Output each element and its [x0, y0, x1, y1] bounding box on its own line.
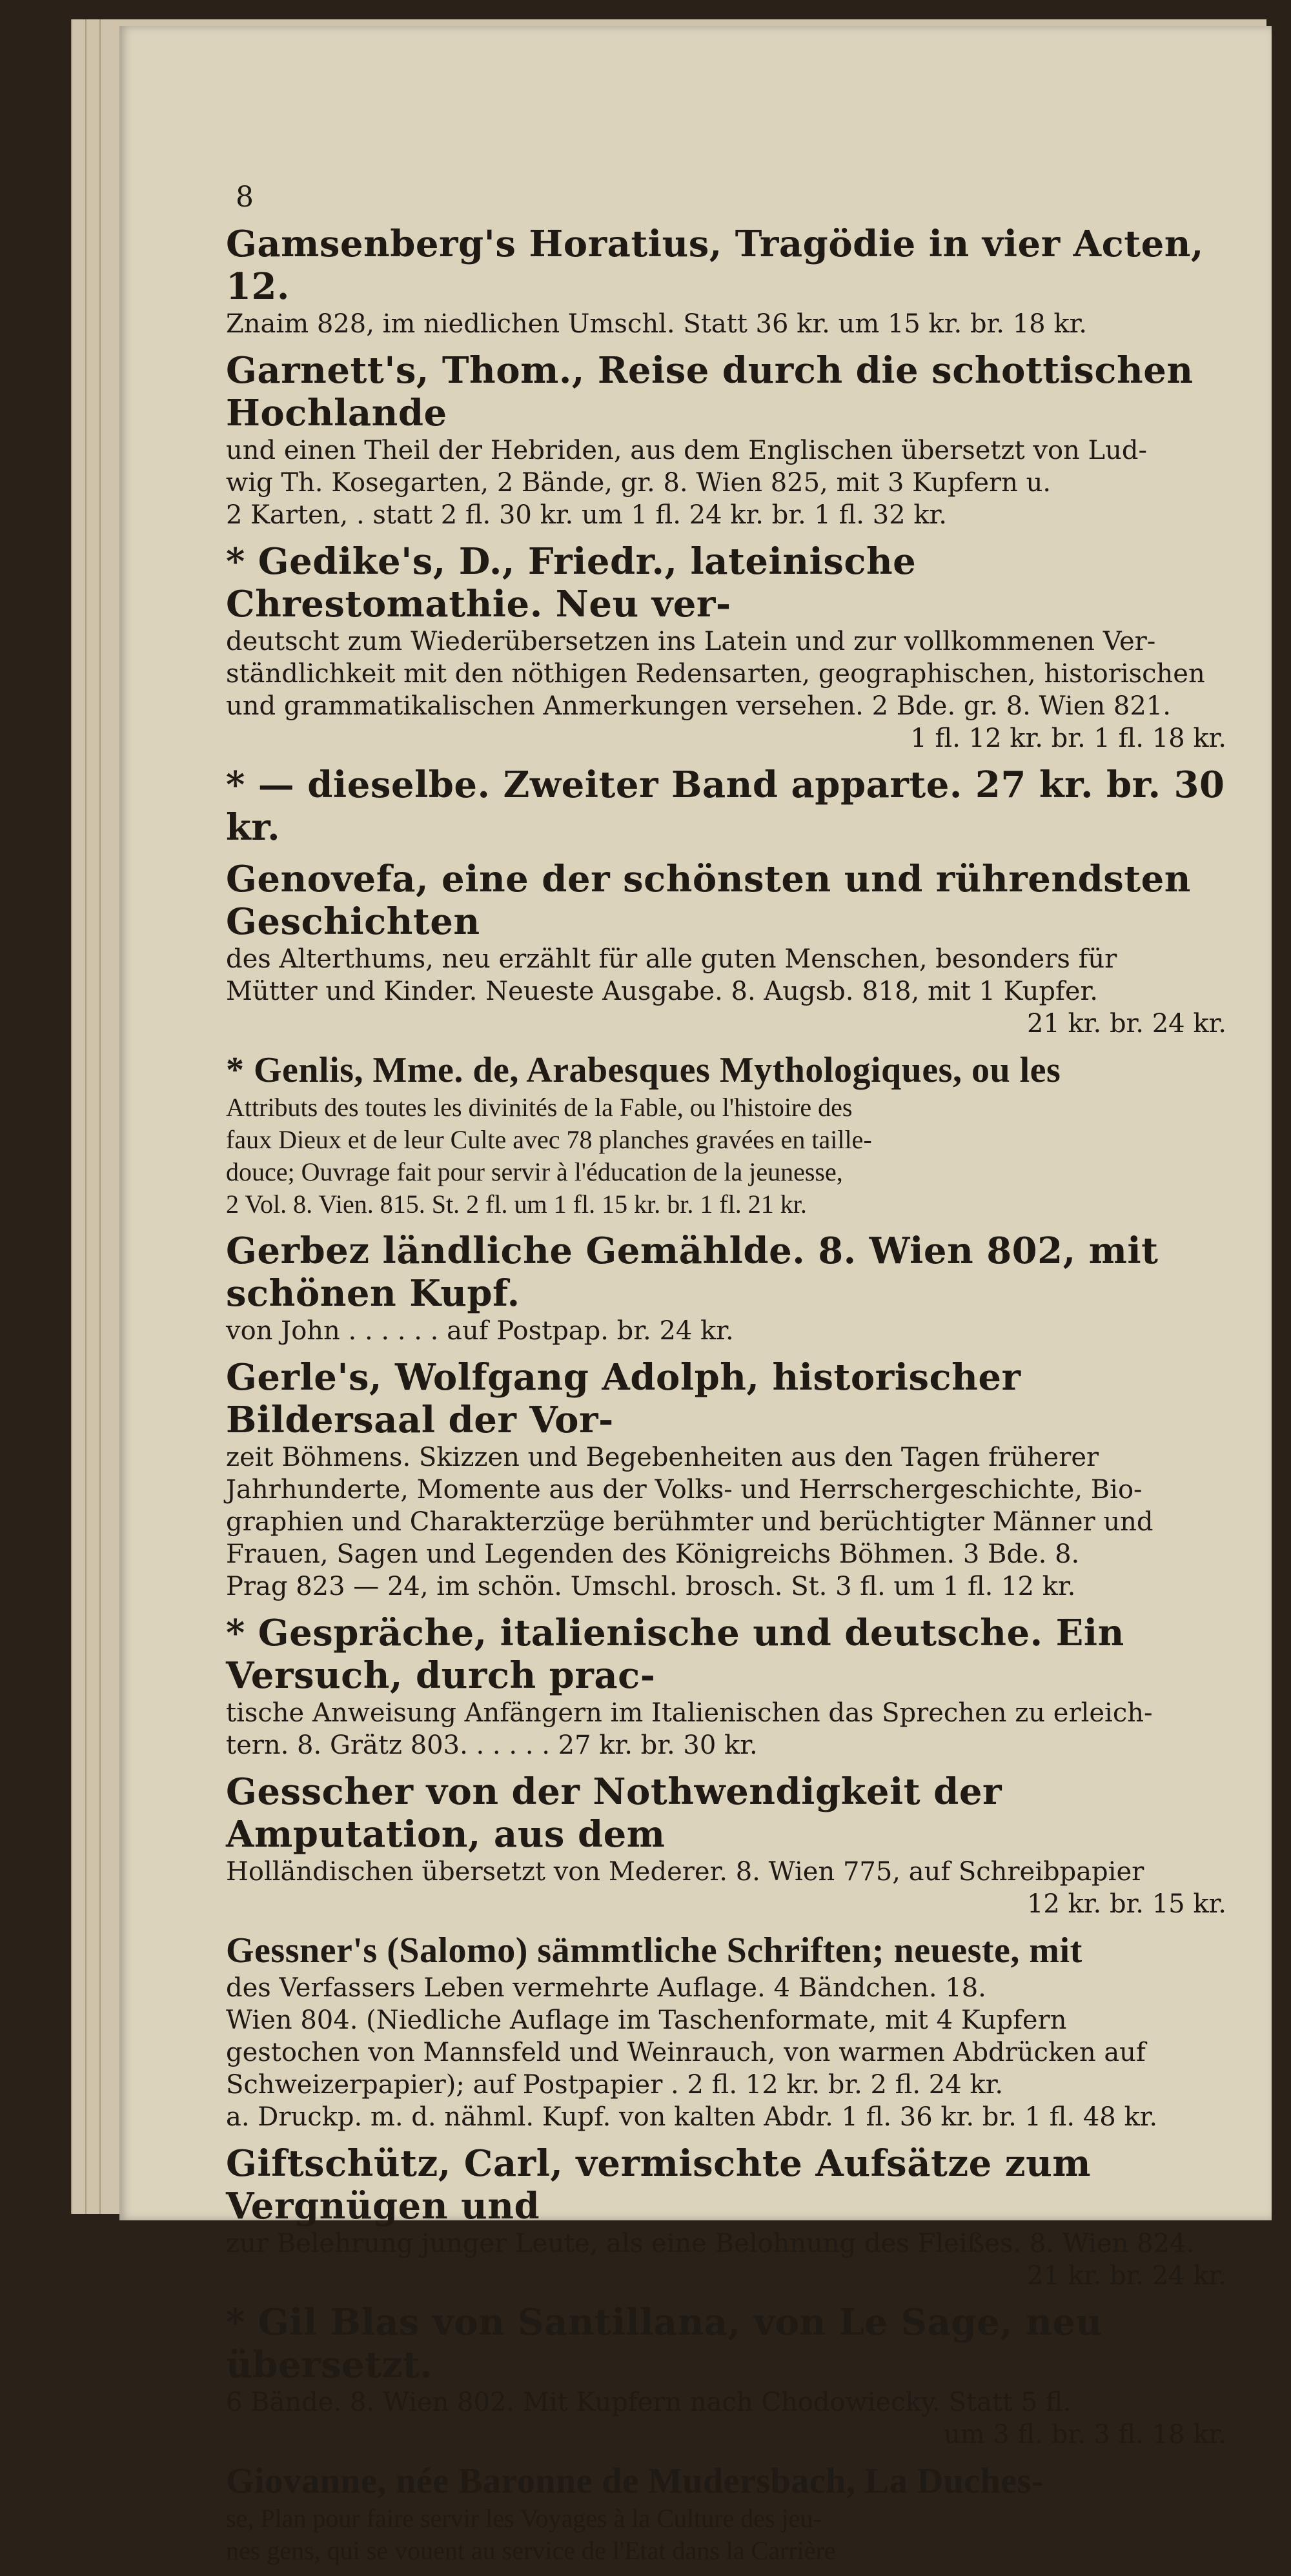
- entry-body-line: des Alterthums, neu erzählt für alle guten Menschen, besonders für: [226, 944, 1117, 974]
- entry-body-line: deutscht zum Wiederübersetzen ins Latein und zur vollkommenen Ver-: [226, 627, 1156, 656]
- entry-body-line: nes gens, qui se vouent au service de l'Etat dans la Carrière: [226, 2536, 836, 2565]
- entry-title: Garnett's, Thom., Reise durch die schottischen Hochlande: [226, 349, 1194, 434]
- entry-body-line: 2 Karten, . statt 2 fl. 30 kr. um 1 fl. 24 kr. br. 1 fl. 32 kr.: [226, 500, 947, 530]
- entry-body-line: Prag 823 — 24, im schön. Umschl. brosch. St. 3 fl. um 1 fl. 12 kr.: [226, 1572, 1076, 1601]
- catalogue-entry: [226, 2142, 1233, 2292]
- entry-body-line: Znaim 828, im niedlichen Umschl. Statt 36 kr. um 15 kr. br. 18 kr.: [226, 309, 1088, 339]
- entry-body-line: Schweizerpapier); auf Postpapier . 2 fl. 12 kr. br. 2 fl. 24 kr.: [226, 2070, 1004, 2100]
- catalogue-entry: [226, 1770, 1233, 1920]
- entry-body-line: douce; Ouvrage fait pour servir à l'éducation de la jeunesse,: [226, 1157, 843, 1186]
- entry-body-line: se, Plan pour faire servir les Voyages à la Culture des jeu-: [226, 2504, 822, 2533]
- book-page: [119, 26, 1272, 2565]
- entry-heading: [226, 1230, 1233, 1315]
- entry-price: 12 kr. br. 15 kr.: [1026, 1889, 1226, 1919]
- entry-body-line: ständlichkeit mit den nöthigen Redensarten, geographischen, historischen: [226, 659, 1205, 689]
- entry-title: — dieselbe. Zweiter Band apparte. 27 kr. br. 30 kr.: [226, 764, 1225, 849]
- entry-body-line: Mütter und Kinder. Neueste Ausgabe. 8. Augsb. 818, mit 1 Kupfer.: [226, 977, 1098, 1006]
- page-number: 8: [236, 181, 254, 214]
- catalogue-entry: [226, 1049, 1233, 1221]
- entry-body-line: graphien und Charakterzüge berühmter und berüchtigter Männer und: [226, 1507, 1154, 1537]
- catalogue-entry: [226, 2460, 1233, 2567]
- entry-heading: [226, 858, 1233, 943]
- entry-price: 21 kr. br. 24 kr.: [1026, 2261, 1226, 2291]
- entry-title: Gerle's, Wolfgang Adolph, historischer Bildersaal der Vor-: [226, 1356, 1021, 1441]
- entry-heading: [226, 540, 1233, 625]
- catalogue-entry: [226, 1929, 1233, 2133]
- asterisk-marker: *: [226, 1050, 254, 1090]
- entry-heading: [226, 223, 1233, 308]
- entry-body-line: gestochen von Mannsfeld und Weinrauch, von warmen Abdrücken auf: [226, 2038, 1146, 2067]
- entry-heading: [226, 349, 1233, 434]
- entry-title: Gedike's, D., Friedr., lateinische Chrestomathie. Neu ver-: [226, 540, 917, 625]
- entry-title: Gerbez ländliche Gemählde. 8. Wien 802, mit schönen Kupf.: [226, 1230, 1159, 1315]
- catalogue-entry: [226, 1612, 1233, 1761]
- catalogue-entry: [226, 349, 1233, 531]
- entry-body-line: und grammatikalischen Anmerkungen versehen. 2 Bde. gr. 8. Wien 821.: [226, 691, 1171, 721]
- entry-title: Gespräche, italienische und deutsche. Ein Versuch, durch prac-: [226, 1612, 1124, 1697]
- entry-body-line: faux Dieux et de leur Culte avec 78 planches gravées en taille-: [226, 1125, 872, 1154]
- entry-body-line: zur Belehrung junger Leute, als eine Belohnung des Fleißes. 8. Wien 824.: [226, 2229, 1195, 2258]
- asterisk-marker: *: [226, 540, 258, 583]
- entry-body-line: a. Druckp. m. d. nähml. Kupf. von kalten Abdr. 1 fl. 36 kr. br. 1 fl. 48 kr.: [226, 2102, 1158, 2132]
- entry-title: Gamsenberg's Horatius, Tragödie in vier Acten, 12.: [226, 223, 1204, 308]
- entry-price: 1 fl. 12 kr. br. 1 fl. 18 kr.: [910, 724, 1226, 753]
- entry-body-line: 6 Bände. 8. Wien 802. Mit Kupfern nach Chodowiecky. Statt 5 fl.: [226, 2388, 1072, 2417]
- catalogue-entry: [226, 858, 1233, 1040]
- entry-title: Gil Blas von Santillana, von Le Sage, neu übersetzt.: [226, 2301, 1103, 2386]
- entry-heading: [226, 2460, 1233, 2502]
- entry-body-line: Frauen, Sagen und Legenden des Königreichs Böhmen. 3 Bde. 8.: [226, 1539, 1080, 1569]
- entry-price: 21 kr. br. 24 kr.: [1026, 1009, 1226, 1039]
- catalogue-entry: [226, 540, 1233, 755]
- catalogue-entries: [226, 223, 1233, 2576]
- entry-title: Genlis, Mme. de, Arabesques Mythologiques, ou les: [254, 1050, 1061, 1090]
- entry-heading: [226, 1929, 1233, 1972]
- entry-price: um 3 fl. br. 3 fl. 18 kr.: [943, 2420, 1226, 2449]
- entry-body-line: Wien 804. (Niedliche Auflage im Taschenformate, mit 4 Kupfern: [226, 2005, 1067, 2035]
- entry-title: Giftschütz, Carl, vermischte Aufsätze zum Vergnügen und: [226, 2142, 1092, 2227]
- catalogue-entry: [226, 764, 1233, 849]
- entry-heading: [226, 1612, 1233, 1697]
- entry-heading: [226, 2142, 1233, 2227]
- entry-title: Gesscher von der Nothwendigkeit der Amputation, aus dem: [226, 1770, 1002, 1856]
- catalogue-entry: [226, 2301, 1233, 2451]
- entry-heading: [226, 2301, 1233, 2386]
- entry-body-line: von John . . . . . . auf Postpap. br. 24 kr.: [226, 1316, 734, 1346]
- entry-title: Gessner's (Salomo) sämmtliche Schriften; neueste, mit: [226, 1931, 1083, 1971]
- catalogue-entry: [226, 1230, 1233, 1347]
- entry-body-line: Attributs des toutes les divinités de la Fable, ou l'histoire des: [226, 1093, 853, 1122]
- entry-heading: [226, 1770, 1233, 1856]
- entry-body-line: tern. 8. Grätz 803. . . . . . 27 kr. br. 30 kr.: [226, 1730, 758, 1760]
- entry-body-line: und einen Theil der Hebriden, aus dem Englischen übersetzt von Lud-: [226, 436, 1147, 465]
- entry-body-line: des Verfassers Leben vermehrte Auflage. 4 Bändchen. 18.: [226, 1973, 986, 2003]
- asterisk-marker: *: [226, 2301, 258, 2344]
- entry-title: Genovefa, eine der schönsten und rührendsten Geschichten: [226, 858, 1191, 943]
- catalogue-entry: [226, 223, 1233, 340]
- entry-heading: [226, 1049, 1233, 1091]
- entry-body-line: tische Anweisung Anfängern im Italienischen das Sprechen zu erleich-: [226, 1698, 1153, 1728]
- catalogue-entry: [226, 1356, 1233, 1603]
- entry-body-line: 2 Vol. 8. Vien. 815. St. 2 fl. um 1 fl. 15 kr. br. 1 fl. 21 kr.: [226, 1190, 807, 1219]
- entry-title: Giovanne, née Baronne de Mudersbach, La Duches-: [226, 2461, 1044, 2501]
- asterisk-marker: *: [226, 1612, 258, 1654]
- entry-heading: [226, 764, 1233, 849]
- entry-body-line: Jahrhunderte, Momente aus der Volks- und Herrschergeschichte, Bio-: [226, 1475, 1143, 1505]
- entry-body-line: zeit Böhmens. Skizzen und Begebenheiten aus den Tagen früherer: [226, 1443, 1099, 1472]
- entry-body-line: wig Th. Kosegarten, 2 Bände, gr. 8. Wien 825, mit 3 Kupfern u.: [226, 468, 1052, 498]
- entry-heading: [226, 1356, 1233, 1441]
- entry-body-line: Holländischen übersetzt von Mederer. 8. Wien 775, auf Schreibpapier: [226, 1857, 1144, 1887]
- asterisk-marker: *: [226, 764, 258, 806]
